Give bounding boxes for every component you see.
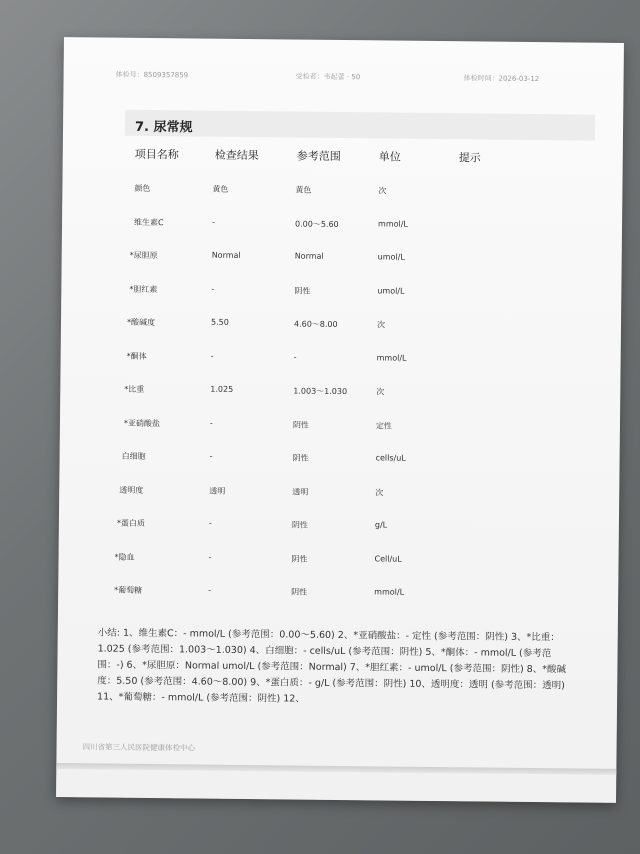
table-row	[58, 551, 618, 577]
item-reference: -	[293, 352, 297, 362]
column-header-hint: 提示	[458, 151, 481, 165]
item-reference: 4.60～8.00	[293, 319, 338, 329]
item-result: -	[208, 585, 212, 595]
summary-text: 小结: 1、维生素C：- mmol/L (参考范围：0.00～5.60) 2、*亚硝酸盐：- 定性 (参考范围：阴性) 3、*比重：1.025 (参考范围：1.003～1.030) 4、白细胞：- cells/uL (参考范围：阴性) 5、*酮体：- mmol/L (参考范围：-) 6、*尿胆原：Normal umol/L (参考范围：Normal) 7、*胆红素：- umol/L (参考范围：阴性) 8、*酸碱度：5.50 (参考范围：4.60～8.00) 9、*蛋白质：- g/L (参考范围：阴性) 10、透明度：透明 (参考范围：透明) 11、*葡萄糖：- mmol/L (参考范围：阴性) 12、	[97, 627, 567, 705]
section-header-bar	[125, 110, 595, 141]
item-name: 透明度	[119, 485, 144, 495]
item-name: *尿胆原	[129, 250, 158, 261]
item-reference: 阴性	[292, 420, 309, 430]
item-result: 1.025	[210, 384, 234, 394]
table-row	[62, 182, 622, 208]
item-reference: 阴性	[291, 587, 308, 597]
column-header-unit: 单位	[378, 150, 401, 164]
item-name: *酮体	[126, 351, 147, 361]
item-name: *比重	[124, 384, 145, 394]
item-result: -	[209, 451, 213, 461]
item-unit: umol/L	[377, 285, 405, 296]
column-header-name: 项目名称	[134, 147, 179, 162]
table-row	[59, 484, 619, 510]
column-header-result: 检查结果	[214, 148, 259, 163]
item-unit: 次	[376, 387, 385, 397]
item-result: -	[211, 284, 215, 294]
section-title: 7. 尿常规	[134, 119, 193, 136]
item-reference: 透明	[292, 487, 309, 497]
table-row	[60, 383, 620, 409]
item-result: -	[212, 217, 216, 227]
item-result: -	[210, 351, 214, 361]
footer-organization: 四川省第三人民医院健康体检中心	[82, 742, 196, 753]
item-unit: g/L	[374, 520, 388, 530]
item-name: 颜色	[134, 183, 151, 194]
item-name: *亚硝酸盐	[123, 418, 161, 428]
report-page	[56, 37, 624, 803]
item-unit: mmol/L	[376, 352, 407, 363]
item-reference: 阴性	[292, 453, 309, 463]
item-unit: 定性	[375, 420, 392, 431]
item-result: -	[209, 418, 213, 428]
table-row	[60, 417, 620, 443]
item-name: *胆红素	[129, 284, 158, 294]
item-name: 白细胞	[121, 451, 146, 461]
table-row	[59, 517, 619, 543]
item-unit: Cell/uL	[374, 553, 402, 564]
item-name: *隐血	[114, 552, 135, 562]
table-row	[61, 350, 621, 376]
item-reference: 阴性	[291, 554, 308, 564]
table-row	[59, 450, 619, 476]
item-name: *蛋白质	[116, 518, 145, 528]
item-unit: umol/L	[377, 252, 405, 262]
item-result: 5.50	[210, 317, 229, 327]
item-name: *葡萄糖	[114, 585, 143, 595]
table-row	[61, 283, 621, 309]
item-name: 维生素C	[134, 217, 164, 227]
item-unit: 次	[378, 186, 387, 196]
item-unit: 次	[376, 320, 386, 330]
item-result: 黄色	[212, 184, 229, 194]
item-result: 透明	[209, 486, 226, 496]
footer-divider	[56, 763, 616, 775]
table-row	[62, 249, 622, 275]
table-row	[58, 584, 618, 610]
item-reference: 1.003～1.030	[293, 386, 348, 397]
item-unit: mmol/L	[374, 587, 405, 597]
patient-info: 受检者：韦起蕾 · 50	[295, 72, 361, 82]
item-reference: Normal	[294, 251, 324, 261]
exam-date: 体检时间：2026-03-12	[463, 74, 540, 84]
column-header-ref: 参考范围	[296, 149, 341, 163]
table-row	[61, 316, 621, 342]
item-reference: 阴性	[291, 520, 308, 530]
item-unit: cells/uL	[375, 453, 406, 463]
item-reference: 黄色	[295, 185, 312, 195]
item-result: -	[208, 552, 212, 562]
item-name: *酸碱度	[126, 317, 156, 328]
table-row	[62, 216, 622, 242]
item-reference: 0.00～5.60	[295, 219, 339, 229]
item-unit: 次	[375, 487, 384, 497]
item-unit: mmol/L	[378, 218, 408, 229]
item-result: -	[208, 518, 212, 528]
item-reference: 阴性	[294, 286, 311, 296]
exam-number: 体检号：8509357859	[115, 70, 189, 80]
item-result: Normal	[211, 250, 241, 260]
